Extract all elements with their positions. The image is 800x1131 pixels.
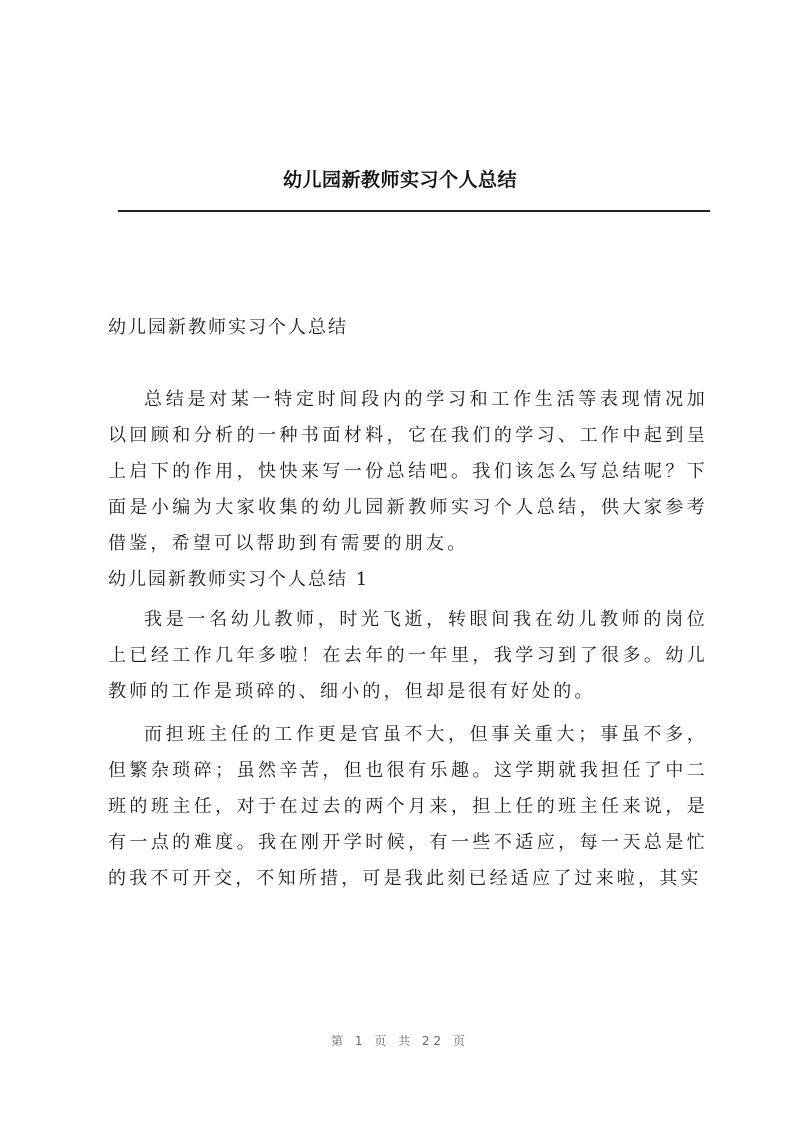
page-number-footer: 第 1 页 共 22 页 bbox=[331, 1034, 469, 1048]
paragraph-spacer bbox=[108, 710, 708, 717]
header-divider bbox=[118, 210, 710, 212]
page-header-title: 幼儿园新教师实习个人总结 bbox=[282, 169, 517, 191]
body-paragraph: 而担班主任的工作更是官虽不大，但事关重大；事虽不多，但繁杂琐碎；虽然辛苦，但也很有乐趣。这学期就我担任了中二班的班主任，对于在过去的两个月来，担上任的班主任来说，是有一点的难度。我在刚开学时候，有一些不适应，每一天总是忙的我不可开交，不知所措，可是我此刻已经适应了过来啦，其实 bbox=[108, 724, 708, 889]
document-body bbox=[108, 310, 708, 897]
body-paragraph: 我是一名幼儿教师，时光飞逝，转眼间我在幼儿教师的岗位上已经工作几年多啦！在去年的一年里，我学习到了很多。幼儿教师的工作是琐碎的、细小的，但却是很有好处的。 bbox=[108, 609, 708, 702]
section-heading: 幼儿园新教师实习个人总结 1 bbox=[108, 569, 370, 590]
document-title-line: 幼儿园新教师实习个人总结 bbox=[108, 317, 348, 338]
intro-paragraph: 总结是对某一特定时间段内的学习和工作生活等表现情况加以回顾和分析的一种书面材料，它在我们的学习、工作中起到呈上启下的作用，快快来写一份总结吧。我们该怎么写总结呢？下面是小编为大家收集的幼儿园新教师实习个人总结，供大家参考借鉴，希望可以帮助到有需要的朋友。 bbox=[108, 389, 708, 554]
